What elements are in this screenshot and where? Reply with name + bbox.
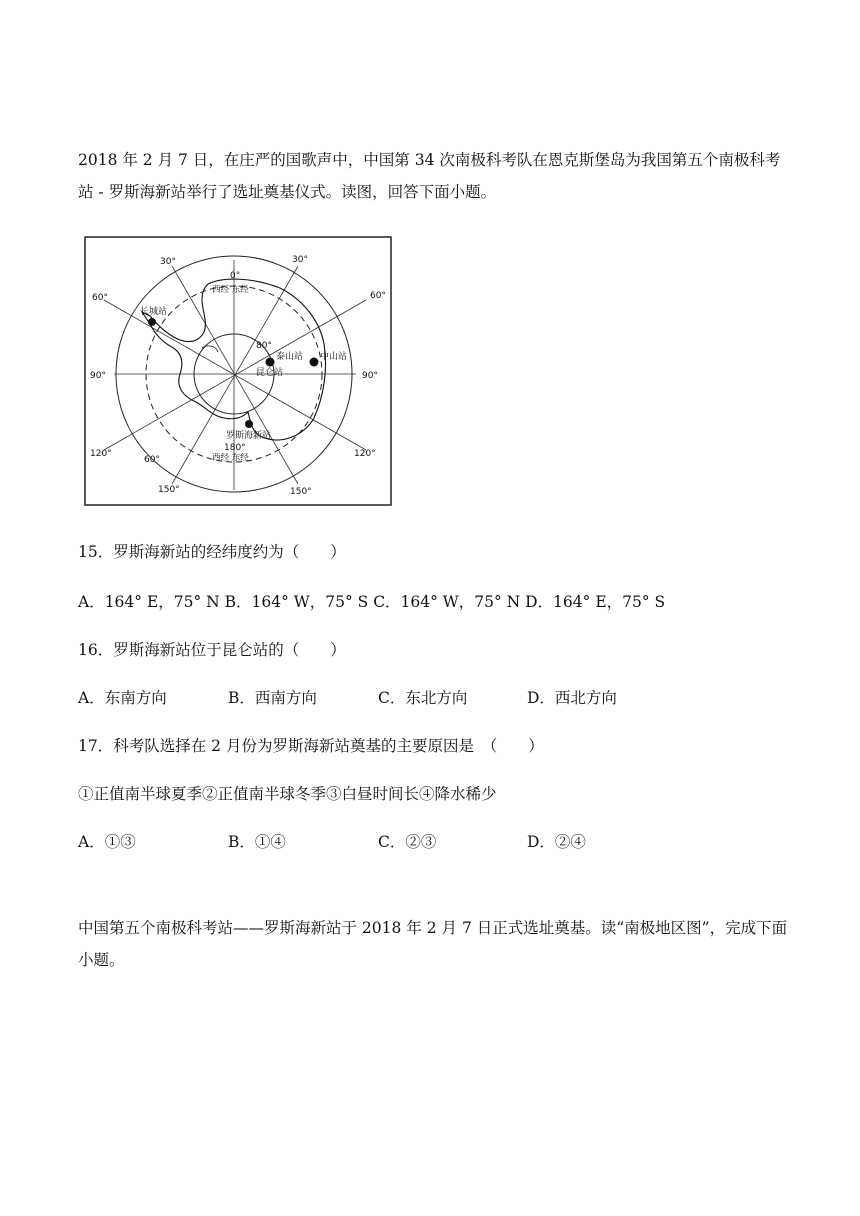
lon-0-label: 0° [230, 271, 241, 281]
lon-150-left-label: 150° [158, 485, 180, 495]
q16-option-c: C．东北方向 [378, 689, 468, 707]
lon-90-right-label: 90° [362, 371, 378, 381]
q17-option-c: C．②③ [378, 833, 437, 851]
lat-80-label: 80° [256, 341, 272, 351]
q17-stem: 17．科考队选择在 2 月份为罗斯海新站奠基的主要原因是 （ ） [78, 737, 544, 755]
lon-150-right-label: 150° [290, 487, 312, 497]
q17-choices: ①正值南半球夏季②正值南半球冬季③白昼时间长④降水稀少 [78, 785, 497, 803]
zhongshan-station-label: 中山站 [320, 352, 348, 362]
q15-stem: 15．罗斯海新站的经纬度约为（ ） [78, 543, 346, 561]
kunlun-station-label: 昆仑站 [256, 368, 284, 378]
lon-60-right-label: 60° [370, 291, 386, 301]
lon-120-right-label: 120° [354, 449, 376, 459]
changcheng-station-label: 长城站 [140, 307, 168, 317]
west-east-bottom-label: 西经 东经 [212, 453, 249, 463]
lon-30-left-label: 30° [160, 257, 176, 267]
lon-60-left-label: 60° [92, 293, 108, 303]
q16-option-d: D．西北方向 [527, 689, 617, 707]
q17-option-a: A．①③ [78, 833, 136, 851]
lon-90-left-label: 90° [90, 371, 106, 381]
west-east-top-label: 西经 东经 [212, 285, 249, 295]
q16-stem: 16．罗斯海新站位于昆仑站的（ ） [78, 641, 346, 659]
lon-120-left-label: 120° [90, 449, 112, 459]
lon-180-label: 180° [224, 443, 246, 453]
taishan-station-label: 泰山站 [276, 352, 304, 362]
q17-option-b: B．①④ [228, 833, 286, 851]
antarctic-map [84, 236, 392, 506]
lon-30-right-label: 30° [292, 255, 308, 265]
intro-paragraph-2: 中国第五个南极科考站——罗斯海新站于 2018 年 2 月 7 日正式选址奠基。读“南极地区图”，完成下面小题。 [78, 919, 788, 969]
q16-option-b: B．西南方向 [228, 689, 317, 707]
q16-option-a: A．东南方向 [78, 689, 167, 707]
q17-option-d: D．②④ [527, 833, 586, 851]
luosihai-station-label: 罗斯海新站 [226, 431, 272, 441]
intro-paragraph-1: 2018 年 2 月 7 日，在庄严的国歌声中，中国第 34 次南极科考队在恩克斯堡岛为我国第五个南极科考站 - 罗斯海新站举行了选址奠基仪式。读图，回答下面小题。 [78, 151, 781, 201]
lat-60-label: 60° [144, 455, 160, 465]
q15-options: A．164° E，75° N B．164° W，75° S C．164° W，75° N D．164° E，75° S [78, 593, 666, 611]
